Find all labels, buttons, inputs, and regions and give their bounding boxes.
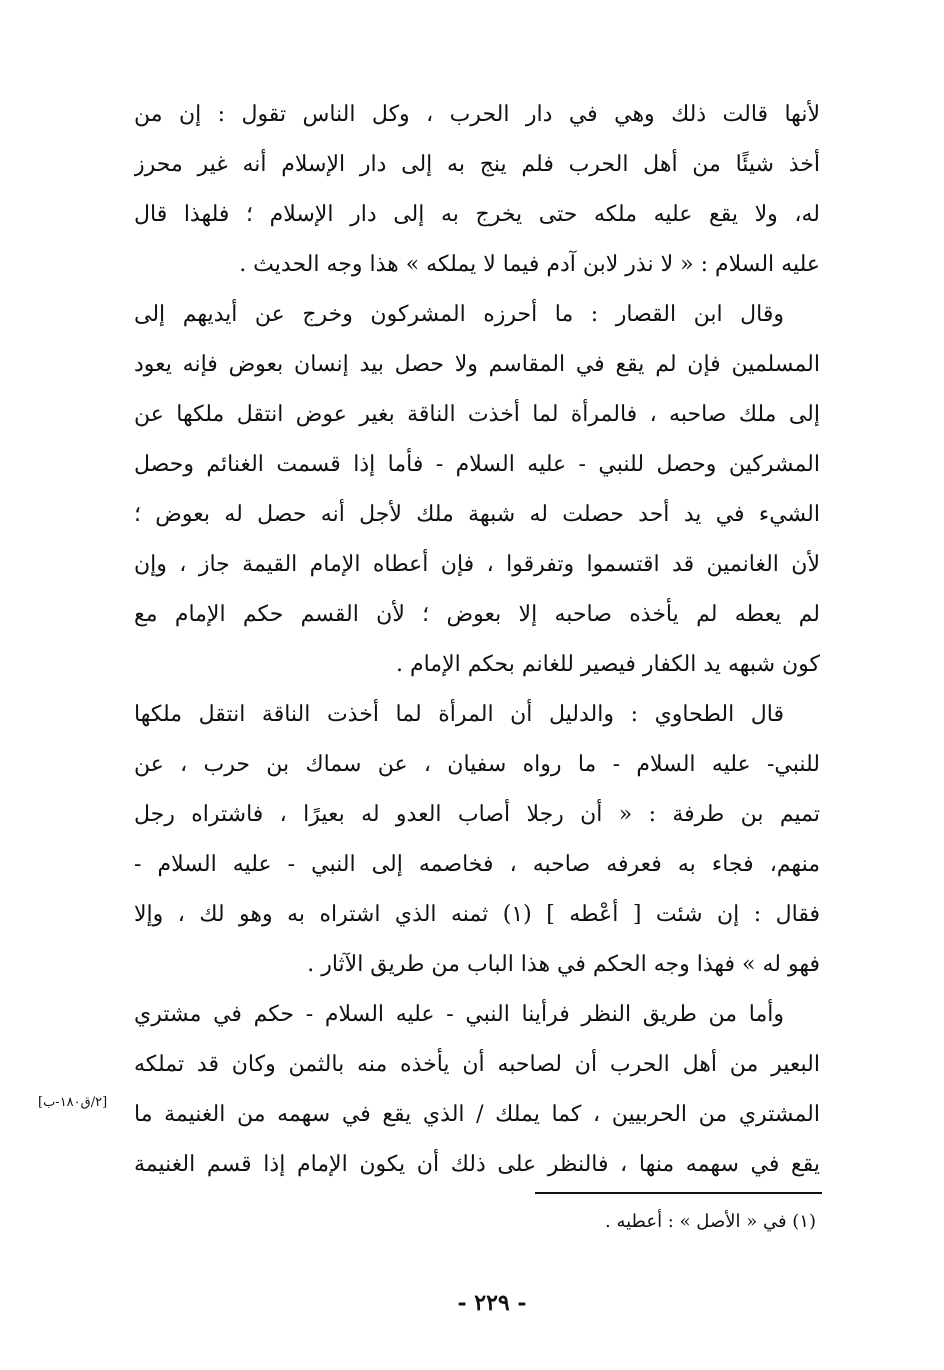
text-line: المسلمين فإن لم يقع في المقاسم ولا حصل بيد إنسان بعوض فإنه يعود xyxy=(134,352,820,377)
text-line: لأن الغانمين قد اقتسموا وتفرقوا ، فإن أعطاه الإمام القيمة جاز ، وإن xyxy=(134,552,820,577)
paragraph-3 xyxy=(134,690,820,990)
text-line: تميم بن طرفة : « أن رجلا أصاب العدو له بعيرًا ، فاشتراه رجل xyxy=(134,802,820,827)
text-line: له، ولا يقع عليه ملكه حتى يخرج به إلى دار الإسلام ؛ فلهذا قال xyxy=(134,202,820,227)
text-line: كون شبهه يد الكفار فيصير للغانم بحكم الإمام . xyxy=(396,652,820,677)
paragraph-4 xyxy=(134,990,820,1190)
text-line: البعير من أهل الحرب أن لصاحبه أن يأخذه منه بالثمن وكان قد تملكه xyxy=(134,1052,820,1077)
text-line: قال الطحاوي : والدليل أن المرأة لما أخذت الناقة انتقل ملكها xyxy=(134,702,784,727)
text-line: وقال ابن القصار : ما أحرزه المشركون وخرج عن أيديهم إلى xyxy=(134,302,784,327)
text-line: إلى ملك صاحبه ، فالمرأة لما أخذت الناقة بغير عوض انتقل ملكها عن xyxy=(134,402,820,427)
text-line: المشركين وحصل للنبي - عليه السلام - فأما إذا قسمت الغنائم وحصل xyxy=(134,452,820,477)
manuscript-folio-note: [٢/ق١٨٠-ب] xyxy=(38,1095,108,1110)
text-line: عليه السلام : « لا نذر لابن آدم فيما لا يملكه » هذا وجه الحديث . xyxy=(239,252,820,277)
text-line: منهم، فجاء به فعرفه صاحبه ، فخاصمه إلى النبي - عليه السلام - xyxy=(134,852,820,877)
text-line: فقال : إن شئت [ أعْطه ] (١) ثمنه الذي اشتراه به وهو لك ، وإلا xyxy=(134,902,820,927)
text-line: لم يعطه لم يأخذه صاحبه إلا بعوض ؛ لأن القسم حكم الإمام مع xyxy=(134,602,820,627)
paragraph-2 xyxy=(134,290,820,690)
paragraph-1 xyxy=(134,90,820,290)
text-line: فهو له » فهذا وجه الحكم في هذا الباب من طريق الآثار . xyxy=(307,952,820,977)
text-line: الشيء في يد أحد حصلت له شبهة ملك لأجل أنه حصل له بعوض ؛ xyxy=(134,502,820,527)
text-line: وأما من طريق النظر فرأينا النبي - عليه السلام - حكم في مشتري xyxy=(134,1002,784,1027)
text-line: يقع في سهمه منها ، فالنظر على ذلك أن يكون الإمام إذا قسم الغنيمة xyxy=(134,1152,820,1177)
text-line: لأنها قالت ذلك وهي في دار الحرب ، وكل الناس تقول : إن من xyxy=(134,102,820,127)
footnote-divider xyxy=(535,1192,822,1194)
page-number: - ٢٢٩ - xyxy=(457,1290,527,1316)
text-line: للنبي- عليه السلام - ما رواه سفيان ، عن سماك بن حرب ، عن xyxy=(134,752,820,777)
text-line: المشتري من الحربيين ، كما يملك / الذي يقع في سهمه من الغنيمة ما xyxy=(134,1102,820,1127)
text-line: أخذ شيئًا من أهل الحرب فلم ينج به إلى دار الإسلام أنه غير محرز xyxy=(134,152,820,177)
footnote: (١) في « الأصل » : أعطيه . xyxy=(605,1211,816,1232)
